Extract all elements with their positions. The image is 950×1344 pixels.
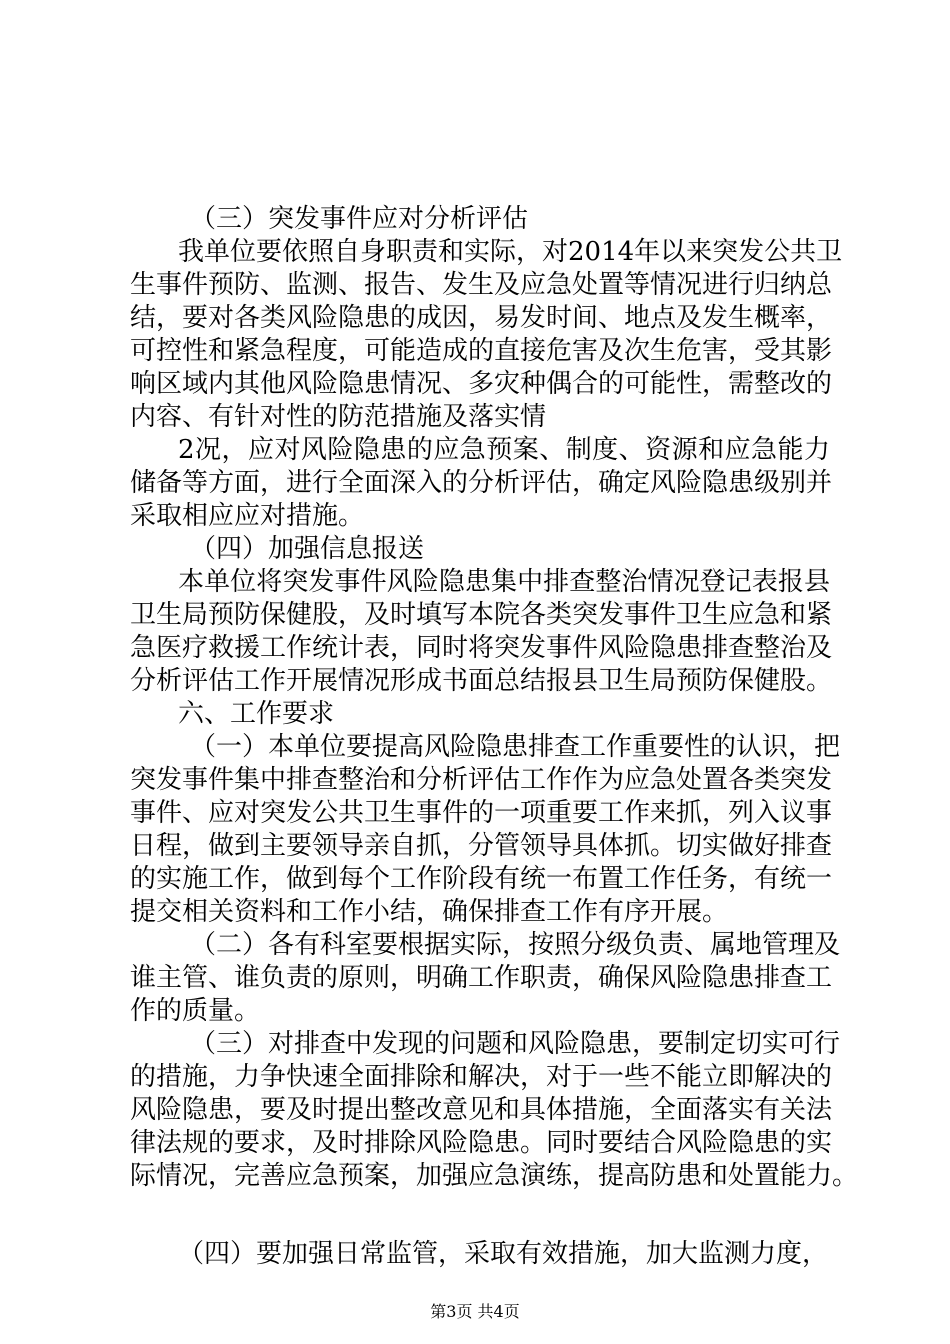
paragraph-line: 分析评估工作开展情况形成书面总结报县卫生局预防保健股。: [130, 666, 833, 696]
paragraph-line: 采取相应应对措施。: [130, 501, 365, 531]
paragraph-line: 储备等方面，进行全面深入的分析评估，确定风险隐患级别并: [130, 468, 833, 498]
paragraph-line: 突发事件集中排查整治和分析评估工作作为应急处置各类突发: [130, 765, 833, 795]
paragraph-line: 本单位将突发事件风险隐患集中排查整治情况登记表报县: [178, 567, 830, 597]
section-heading: 六、工作要求: [178, 699, 335, 729]
paragraph-line: 作的质量。: [130, 996, 261, 1026]
paragraph-line: （四）要加强日常监管，采取有效措施，加大监测力度，: [178, 1239, 829, 1269]
paragraph-line: 的措施，力争快速全面排除和解决，对于一些不能立即解决的: [130, 1062, 833, 1092]
paragraph-line: （三）对排查中发现的问题和风险隐患，要制定切实可行: [190, 1029, 841, 1059]
paragraph-line: 日程，做到主要领导亲自抓，分管领导具体抓。切实做好排查: [130, 831, 833, 861]
paragraph-line: 提交相关资料和工作小结，确保排查工作有序开展。: [130, 897, 729, 927]
paragraph-line: 响区域内其他风险隐患情况、多灾种偶合的可能性，需整改的: [130, 369, 833, 399]
paragraph-line: 生事件预防、监测、报告、发生及应急处置等情况进行归纳总: [130, 270, 833, 300]
paragraph-line: 卫生局预防保健股，及时填写本院各类突发事件卫生应急和紧: [130, 600, 833, 630]
paragraph-line: （二）各有科室要根据实际，按照分级负责、属地管理及: [190, 930, 841, 960]
paragraph-line: 我单位要依照自身职责和实际，对2014年以来突发公共卫: [178, 237, 843, 267]
section-heading: （三）突发事件应对分析评估: [190, 204, 529, 234]
paragraph-line: 事件、应对突发公共卫生事件的一项重要工作来抓，列入议事: [130, 798, 833, 828]
paragraph-line: 内容、有针对性的防范措施及落实情: [130, 402, 547, 432]
section-heading: （四）加强信息报送: [190, 534, 425, 564]
paragraph-line: 2况，应对风险隐患的应急预案、制度、资源和应急能力: [178, 435, 830, 465]
paragraph-line: 风险隐患，要及时提出整改意见和具体措施，全面落实有关法: [130, 1095, 833, 1125]
paragraph-line: 际情况，完善应急预案，加强应急演练，提高防患和处置能力。: [130, 1161, 859, 1191]
paragraph-line: 谁主管、谁负责的原则，明确工作职责，确保风险隐患排查工: [130, 963, 833, 993]
page-footer: 第3页 共4页: [430, 1302, 520, 1321]
paragraph-line: 结，要对各类风险隐患的成因，易发时间、地点及发生概率，: [130, 303, 833, 333]
paragraph-line: 可控性和紧急程度，可能造成的直接危害及次生危害，受其影: [130, 336, 833, 366]
paragraph-line: 的实施工作，做到每个工作阶段有统一布置工作任务，有统一: [130, 864, 833, 894]
paragraph-line: 律法规的要求，及时排除风险隐患。同时要结合风险隐患的实: [130, 1128, 833, 1158]
paragraph-line: （一）本单位要提高风险隐患排查工作重要性的认识，把: [190, 732, 841, 762]
paragraph-line: 急医疗救援工作统计表，同时将突发事件风险隐患排查整治及: [130, 633, 833, 663]
